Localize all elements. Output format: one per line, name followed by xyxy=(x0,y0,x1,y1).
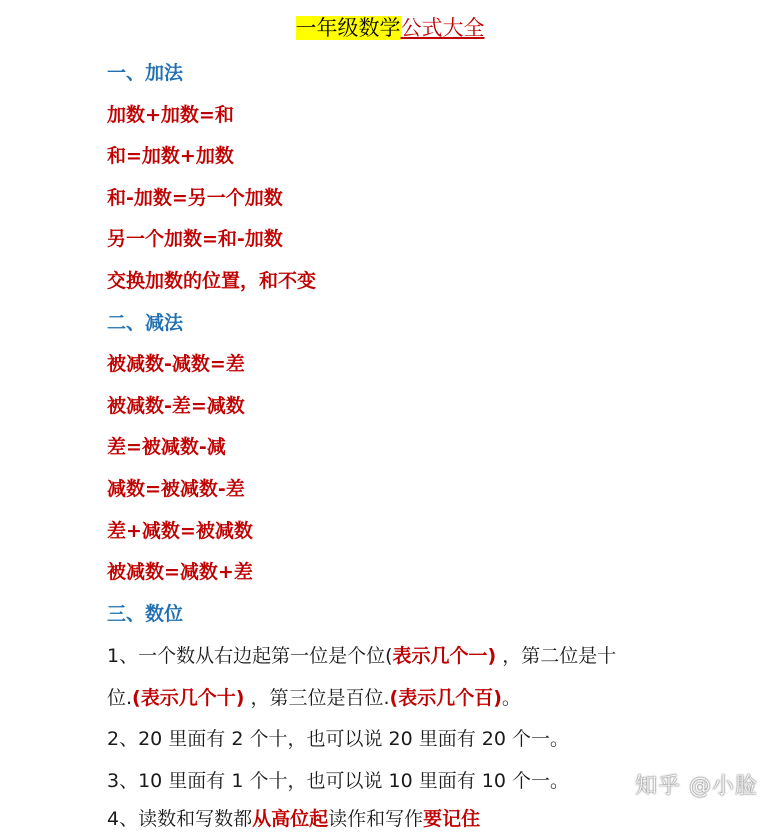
formula-line: 减数=被减数-差 xyxy=(107,478,245,500)
text-run: 4、读数和写数都 xyxy=(107,808,253,830)
paragraph-line xyxy=(107,643,616,669)
text-run: 。 xyxy=(501,687,521,709)
text-run: 读作和写作 xyxy=(328,808,424,830)
section-heading-place-value: 三、数位 xyxy=(107,603,184,625)
paragraph-line xyxy=(107,685,521,711)
text-run: 1、一个数从右边起第一位是个位( xyxy=(107,645,393,667)
watermark: 知乎 @小脸 xyxy=(635,774,758,799)
title-underlined: 公式大全 xyxy=(400,16,485,40)
emphasis-run: 表示几个一) xyxy=(392,645,497,667)
section-heading-subtraction: 二、减法 xyxy=(107,312,184,334)
formula-line: 被减数-减数=差 xyxy=(107,353,245,375)
formula-line: 交换加数的位置，和不变 xyxy=(107,270,317,292)
formula-line: 和=加数+加数 xyxy=(107,145,234,167)
formula-line: 被减数=减数+差 xyxy=(107,561,253,583)
formula-line: 被减数-差=减数 xyxy=(107,395,245,417)
emphasis-run: 要记住 xyxy=(423,808,481,830)
formula-line: 差=被减数-减 xyxy=(107,436,226,458)
formula-line: 差+减数=被减数 xyxy=(107,520,253,542)
emphasis-run: (表示几个十) xyxy=(132,687,245,709)
formula-line: 和-加数=另一个加数 xyxy=(107,187,283,209)
section-heading-addition: 一、加法 xyxy=(107,62,184,84)
paragraph-line: 2、20 里面有 2 个十，也可以说 20 里面有 20 个一。 xyxy=(107,728,569,750)
formula-line: 加数+加数=和 xyxy=(107,104,234,126)
document-title xyxy=(0,14,780,42)
formula-line: 另一个加数=和-加数 xyxy=(107,228,283,250)
title-highlighted: 一年级数学 xyxy=(295,16,401,40)
emphasis-run: 从高位起 xyxy=(252,808,329,830)
emphasis-run: (表示几个百) xyxy=(389,687,502,709)
paragraph-line-partial xyxy=(107,806,480,832)
text-run: ，第三位是百位. xyxy=(250,687,390,709)
text-run: ，第二位是十 xyxy=(502,645,617,667)
paragraph-line: 3、10 里面有 1 个十，也可以说 10 里面有 10 个一。 xyxy=(107,770,569,792)
text-run: 位. xyxy=(107,687,133,709)
